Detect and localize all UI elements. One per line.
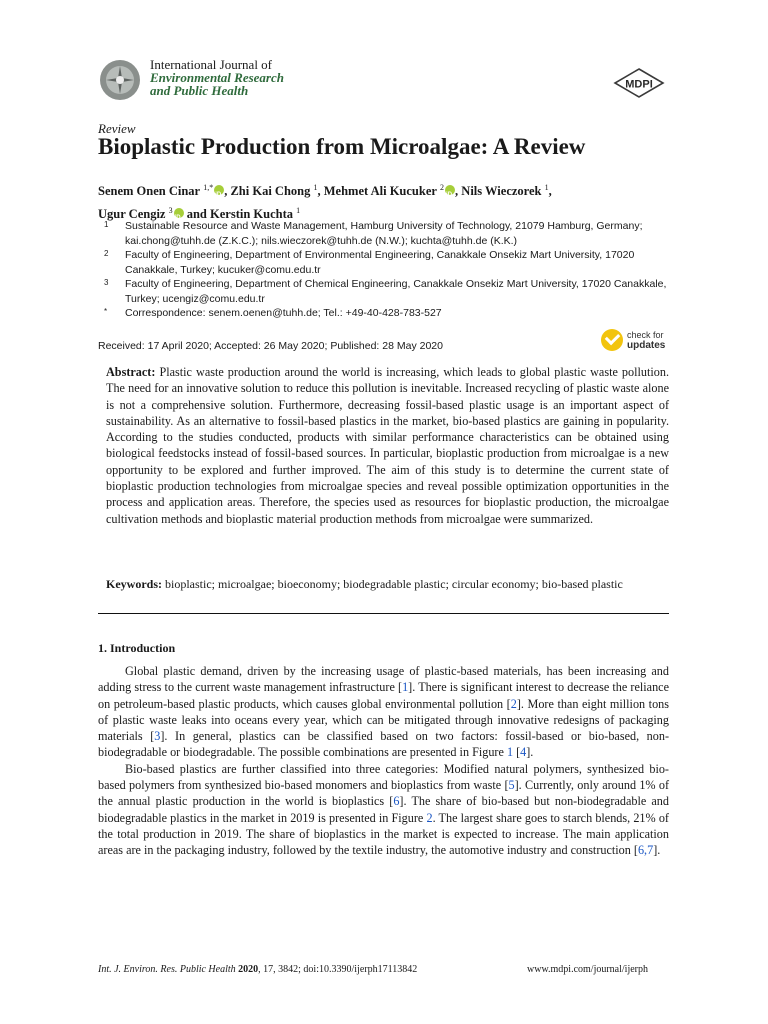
orcid-icon[interactable]	[445, 185, 455, 195]
footer-year: 2020	[238, 964, 259, 975]
citation-link[interactable]: 2	[510, 696, 517, 711]
mdpi-logo-icon	[613, 68, 665, 98]
author-affiliation-marker: 1	[544, 183, 549, 192]
citation-link[interactable]: 3	[154, 729, 161, 744]
journal-name-line1: International Journal of	[150, 57, 273, 72]
publisher-name: MDPI	[625, 78, 653, 91]
orcid-icon[interactable]	[214, 185, 224, 195]
author-separator: and	[183, 207, 211, 222]
author-affiliation-marker: 1,*	[203, 183, 214, 192]
journal-logo-icon	[98, 58, 142, 102]
author-name: Kerstin Kuchta	[210, 207, 297, 222]
footer-journal-abbrev: Int. J. Environ. Res. Public Health	[98, 964, 236, 975]
check-for-updates-button[interactable]	[601, 329, 673, 353]
citation-link[interactable]: 1	[402, 680, 409, 695]
paragraph-text: . The largest share goes to starch blends, 21% of the total production in 2019. The share of bioplastics in the market is expected to increase. The main application areas are in the packaging industry, followed by the textile industry, the automotive industry and construction [	[98, 810, 669, 858]
footer-citation	[98, 964, 417, 975]
citation-link[interactable]: 2	[426, 810, 433, 825]
check-for-updates-line1: check for	[627, 330, 664, 340]
affiliation-marker: 2	[104, 249, 109, 258]
paragraph-text: Global plastic demand, driven by the increasing usage of plastic-based materials, has been increasing and adding stress to the current waste management infrastructure [	[98, 664, 669, 695]
orcid-icon[interactable]	[174, 208, 184, 218]
author-separator: ,	[317, 184, 324, 199]
author-affiliation-marker: 3	[168, 206, 173, 216]
affiliation-2	[104, 248, 674, 277]
check-for-updates-label	[627, 330, 665, 351]
keywords-text: bioplastic; microalgae; bioeconomy; biodegradable plastic; circular economy; bio-based plastic	[165, 577, 623, 591]
citation-link[interactable]: 6,7	[637, 843, 654, 858]
footer-doi: , 17, 3842; doi:10.3390/ijerph17113842	[258, 964, 418, 975]
journal-logo	[98, 58, 142, 102]
check-for-updates-line2: updates	[627, 340, 666, 351]
citation-link[interactable]: 1	[506, 745, 514, 760]
affiliations	[104, 219, 674, 321]
author-separator: ,	[548, 184, 552, 199]
paragraph-text: ]. There is significant interest to decrease the reliance on petroleum-based plastic products, which causes global environmental pollution [	[98, 680, 669, 711]
article-type: Review	[98, 121, 136, 136]
keywords	[106, 577, 676, 592]
abstract	[106, 364, 669, 527]
affiliation-text: Sustainable Resource and Waste Management, Hamburg University of Technology, 21079 Hamburg, Germany; kai.chong@tuhh.de (Z.K.C.); nils.wieczorek@tuhh.de (N.W.); kuchta@tuhh.de (K.K.)	[125, 220, 643, 247]
affiliation-text: Faculty of Engineering, Department of Chemical Engineering, Canakkale Onsekiz Mart University, 17020 Canakkale, Turkey; ucengiz@comu.edu.tr	[125, 278, 667, 305]
citation-link[interactable]: 5	[508, 778, 515, 793]
section-body	[98, 663, 669, 859]
paragraph-text: ].	[653, 843, 661, 858]
paragraph-text: ]. Currently, only around 1% of the annual plastic production in the world is bioplastics [	[98, 778, 670, 809]
section-heading: 1. Introduction	[98, 641, 176, 655]
paragraph-2	[98, 761, 669, 859]
author-separator: ,	[224, 184, 231, 199]
correspondence	[104, 306, 674, 321]
affiliation-3	[104, 277, 674, 306]
author-name: Ugur Cengiz	[98, 207, 169, 222]
paragraph-1	[98, 663, 669, 761]
abstract-text: Plastic waste production around the world is increasing, which leads to global plastic waste pollution. The need for an innovative solution to reduce this pollution is inevitable. Increased recycling of plastic waste alone is not a comprehensive solution. Furthermore, decreasing fossil-based plastic usage is an important aspect of sustainability. As an alternative to fossil-based plastics in the market, bio-based plastics are gaining in popularity. According to the studies conducted, products with similar performance characteristics can be obtained using biological feedstocks instead of fossil-based sources. In particular, bioplastic production from microalgae is a new opportunity to be explored and further improved. The aim of this study is to determine the current state of bioplastic production technologies from microalgae species and reveal possible optimization opportunities in the process and application areas. Therefore, the species used as resources for bioplastic production, the microalgae cultivation methods and bioplastic material production methods from microalgae were summarized.	[106, 365, 669, 526]
author-affiliation-marker: 2	[440, 183, 445, 192]
correspondence-marker: *	[104, 307, 108, 316]
citation-link[interactable]: 4	[520, 745, 527, 760]
affiliation-marker: 1	[104, 220, 109, 229]
journal-name-line3: and Public Health	[150, 83, 249, 98]
journal-name	[150, 58, 284, 97]
affiliation-text: Faculty of Engineering, Department of Environmental Engineering, Canakkale Onsekiz Mart University, 17020 Canakkale, Turkey; kucuker@comu.edu.tr	[125, 249, 635, 276]
author-affiliation-marker: 1	[296, 206, 301, 216]
footer-journal-url[interactable]: www.mdpi.com/journal/ijerph	[527, 964, 648, 975]
author-list	[98, 178, 658, 224]
author-name: Senem Onen Cinar	[98, 184, 204, 199]
author-name: Zhi Kai Chong	[230, 184, 314, 199]
publisher-logo	[613, 68, 665, 98]
publication-dates: Received: 17 April 2020; Accepted: 26 May 2020; Published: 28 May 2020	[98, 340, 443, 352]
affiliation-1	[104, 219, 674, 248]
citation-link[interactable]: 6	[393, 794, 400, 809]
author-affiliation-marker: 1	[313, 183, 318, 192]
abstract-label: Abstract:	[106, 365, 156, 379]
paragraph-text: [	[513, 745, 521, 760]
paragraph-text: ].	[526, 745, 534, 760]
keywords-label: Keywords:	[106, 577, 162, 591]
paragraph-text: ]. The share of bio-based but non-biodegradable and biodegradable plastics in the market in 2019 is presented in Figure	[98, 794, 669, 825]
author-name: Nils Wieczorek	[461, 184, 545, 199]
correspondence-text: Correspondence: senem.oenen@tuhh.de; Tel.: +49-40-428-783-527	[125, 307, 442, 319]
article-title: Bioplastic Production from Microalgae: A Review	[98, 134, 586, 159]
paragraph-text: ]. More than eight million tons of plastic waste leaks into oceans every year, which can be mitigated through innovative redesigns of packaging materials [	[98, 696, 669, 744]
section-divider	[98, 613, 669, 614]
paragraph-text: Bio-based plastics are further classified into three categories: Modified natural polymers, synthesized bio-based polymers from synthesized bio-based monomers and bioplastics from waste [	[98, 761, 669, 793]
affiliation-marker: 3	[104, 278, 109, 287]
check-icon	[601, 329, 623, 351]
journal-name-line2: Environmental Research	[150, 70, 284, 85]
author-separator: ,	[455, 184, 462, 199]
author-name: Mehmet Ali Kucuker	[323, 184, 441, 199]
paragraph-text: ]. In general, plastics can be classified based on two factors: fossil-based or bio-based, non-biodegradable or biodegradable. The possible combinations are presented in Figure	[98, 729, 670, 760]
